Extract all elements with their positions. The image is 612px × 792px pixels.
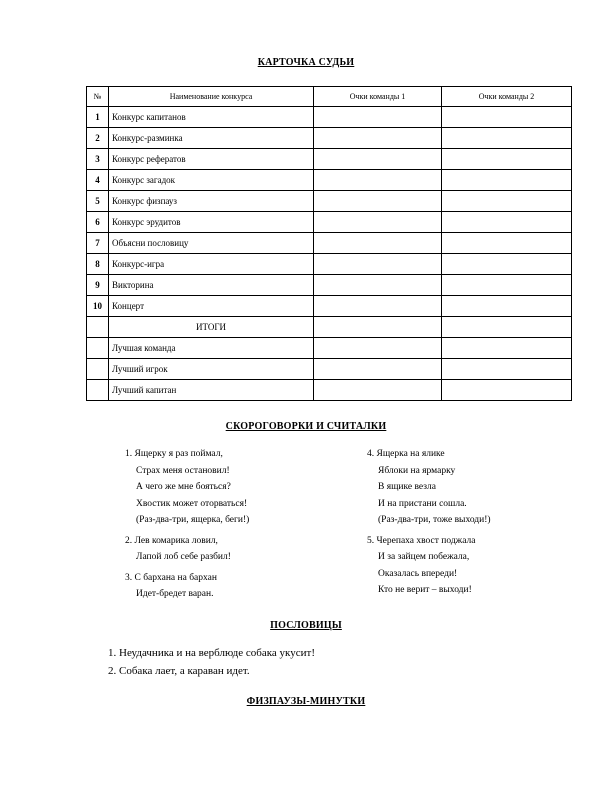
team2-points-cell — [442, 107, 572, 128]
row-number: 10 — [87, 296, 109, 317]
totals-label: ИТОГИ — [109, 317, 314, 338]
contest-name: Конкурс капитанов — [109, 107, 314, 128]
table-row — [87, 296, 572, 317]
team2-points-cell — [442, 296, 572, 317]
rhyme-line: Идет-бредет варан. — [136, 589, 214, 599]
table-row — [87, 275, 572, 296]
rhyme-line: 1. Ящерку я раз поймал, — [125, 449, 223, 459]
physical-breaks-title: ФИЗПАУЗЫ-МИНУТКИ — [246, 696, 366, 707]
header-team1-points: Очки команды 1 — [314, 87, 442, 107]
team2-award-cell — [442, 338, 572, 359]
team1-award-cell — [314, 359, 442, 380]
rhyme-line: Кто не верит – выходи! — [378, 585, 472, 595]
rhyme-line: А чего же мне бояться? — [136, 482, 231, 492]
rhyme-line: (Раз-два-три, тоже выходи!) — [378, 515, 491, 525]
award-label: Лучший игрок — [109, 359, 314, 380]
rhyme-line: 5. Черепаха хвост поджала — [367, 535, 476, 546]
team1-points-cell — [314, 191, 442, 212]
rhyme-line: Хвостик может оторваться! — [136, 498, 248, 509]
contest-name: Конкурс загадок — [109, 170, 314, 191]
rhyme-line: Яблоки на ярмарку — [378, 465, 456, 476]
team2-award-cell — [442, 380, 572, 401]
proverb-item: 1. Неудачника и на верблюде собака укусит! — [108, 647, 315, 659]
row-number: 6 — [87, 212, 109, 233]
team1-points-cell — [314, 233, 442, 254]
team1-points-cell — [314, 296, 442, 317]
table-row — [87, 212, 572, 233]
table-row — [87, 233, 572, 254]
row-number: 8 — [87, 254, 109, 275]
team1-points-cell — [314, 107, 442, 128]
header-team2-points: Очки команды 2 — [442, 87, 572, 107]
award-row — [87, 359, 572, 380]
team2-award-cell — [442, 359, 572, 380]
rhyme-item — [367, 446, 491, 529]
header-num: № — [87, 87, 109, 107]
rhymes-right-column — [367, 446, 491, 603]
rhyme-line: Оказалась впереди! — [378, 568, 458, 579]
rhyme-item — [125, 570, 249, 603]
team2-points-cell — [442, 170, 572, 191]
row-number: 5 — [87, 191, 109, 212]
rhyme-line: 2. Лев комарика ловил, — [125, 535, 218, 546]
rhyme-line: Страх меня остановил! — [136, 465, 230, 476]
rhyme-line: В ящике везла — [378, 482, 436, 492]
contest-name: Концерт — [109, 296, 314, 317]
team2-total-cell — [442, 317, 572, 338]
table-row — [87, 254, 572, 275]
table-row — [87, 149, 572, 170]
table-row — [87, 128, 572, 149]
proverb-item: 2. Собака лает, а караван идет. — [108, 665, 250, 677]
award-row — [87, 338, 572, 359]
rhyme-line: (Раз-два-три, ящерка, беги!) — [136, 515, 250, 525]
rhyme-line: И на пристани сошла. — [378, 498, 467, 509]
rhyme-line: 4. Ящерка на ялике — [367, 449, 445, 459]
proverbs-title: ПОСЛОВИЦЫ — [270, 620, 342, 631]
award-label: Лучший капитан — [109, 380, 314, 401]
team2-points-cell — [442, 233, 572, 254]
team1-points-cell — [314, 275, 442, 296]
award-row — [87, 380, 572, 401]
totals-row — [87, 317, 572, 338]
team1-total-cell — [314, 317, 442, 338]
team1-award-cell — [314, 380, 442, 401]
rhyme-item — [367, 533, 491, 599]
row-number: 4 — [87, 170, 109, 191]
rhymes-left-column — [125, 446, 249, 607]
judge-card-table — [86, 86, 572, 401]
tongue-twisters-title: СКОРОГОВОРКИ И СЧИТАЛКИ — [225, 421, 387, 432]
empty-cell — [87, 359, 109, 380]
table-row — [87, 191, 572, 212]
contest-name: Конкурс физпауз — [109, 191, 314, 212]
team2-points-cell — [442, 149, 572, 170]
table-header-row — [87, 87, 572, 107]
proverbs-list — [108, 644, 315, 680]
contest-name: Конкурс-разминка — [109, 128, 314, 149]
row-number: 3 — [87, 149, 109, 170]
contest-name: Конкурс эрудитов — [109, 212, 314, 233]
row-number: 2 — [87, 128, 109, 149]
judge-card-title: КАРТОЧКА СУДЬИ — [257, 57, 355, 68]
team2-points-cell — [442, 191, 572, 212]
team1-award-cell — [314, 338, 442, 359]
team2-points-cell — [442, 275, 572, 296]
contest-name: Конкурс-игра — [109, 254, 314, 275]
team1-points-cell — [314, 254, 442, 275]
rhyme-item — [125, 446, 249, 529]
award-label: Лучшая команда — [109, 338, 314, 359]
team1-points-cell — [314, 212, 442, 233]
team2-points-cell — [442, 212, 572, 233]
rhyme-line: Лапой лоб себе разбил! — [136, 552, 231, 562]
empty-cell — [87, 380, 109, 401]
rhyme-item — [125, 533, 249, 566]
team1-points-cell — [314, 170, 442, 191]
team1-points-cell — [314, 149, 442, 170]
team1-points-cell — [314, 128, 442, 149]
contest-name: Конкурс рефератов — [109, 149, 314, 170]
row-number: 7 — [87, 233, 109, 254]
rhyme-line: И за зайцем побежала, — [378, 552, 470, 562]
row-number: 9 — [87, 275, 109, 296]
contest-name: Викторина — [109, 275, 314, 296]
rhyme-line: 3. С бархана на бархан — [125, 572, 217, 583]
table-row — [87, 170, 572, 191]
contest-name: Объясни пословицу — [109, 233, 314, 254]
header-contest-name: Наименование конкурса — [109, 87, 314, 107]
row-number: 1 — [87, 107, 109, 128]
empty-cell — [87, 338, 109, 359]
empty-cell — [87, 317, 109, 338]
team2-points-cell — [442, 128, 572, 149]
team2-points-cell — [442, 254, 572, 275]
table-row — [87, 107, 572, 128]
